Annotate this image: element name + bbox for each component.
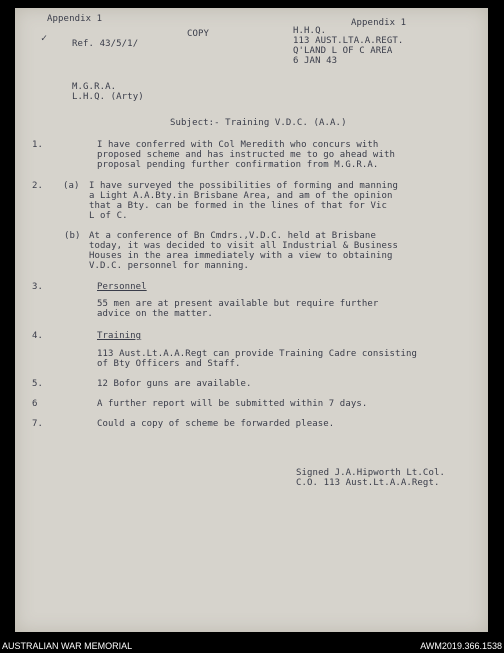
para-4-heading: Training	[97, 331, 142, 341]
appendix-right: Appendix 1	[351, 18, 407, 28]
para-6-text: A further report will be submitted within 7 days.	[97, 399, 368, 409]
para-5-number: 5.	[32, 379, 44, 389]
para-2a-line: L of C.	[89, 211, 128, 221]
subject-line: Subject:- Training V.D.C. (A.A.)	[170, 118, 347, 128]
para-3-line: 55 men are at present available but require further	[97, 299, 379, 309]
copy-stamp: COPY	[187, 29, 210, 39]
para-2-number: 2.	[32, 181, 44, 191]
appendix-left: Appendix 1	[47, 14, 103, 24]
para-7-number: 7.	[32, 419, 44, 429]
footer-accession-number: AWM2019.366.1538	[420, 641, 502, 651]
para-4-line: 113 Aust.Lt.A.A.Regt can provide Training Cadre consisting	[97, 349, 418, 359]
para-5-text: 12 Bofor guns are available.	[97, 379, 252, 389]
para-3-line: advice on the matter.	[97, 309, 213, 319]
addressee-line-1: M.G.R.A.	[72, 82, 117, 92]
para-1-number: 1.	[32, 140, 44, 150]
para-1-line: I have conferred with Col Meredith who concurs with	[97, 140, 379, 150]
para-3-heading: Personnel	[97, 282, 147, 292]
tick-mark: ✓	[41, 33, 48, 44]
para-2b-label: (b)	[64, 231, 81, 241]
para-1-line: proposal pending further confirmation from M.G.R.A.	[97, 160, 379, 170]
para-2b-line: today, it was decided to visit all Industrial & Business	[89, 241, 399, 251]
para-3-number: 3.	[32, 282, 44, 292]
document-page	[15, 8, 488, 632]
para-2b-line: V.D.C. personnel for manning.	[89, 261, 250, 271]
para-4-number: 4.	[32, 331, 44, 341]
para-2a-line: a Light A.A.Bty.in Brisbane Area, and am of the opinion	[89, 191, 393, 201]
from-line-1: H.H.Q.	[293, 26, 327, 36]
date: 6 JAN 43	[293, 56, 338, 66]
para-2b-line: At a conference of Bn Cmdrs.,V.D.C. held at Brisbane	[89, 231, 376, 241]
para-2a-label: (a)	[63, 181, 80, 191]
from-line-2: 113 AUST.LTA.A.REGT.	[293, 36, 404, 46]
para-2a-line: I have surveyed the possibilities of forming and manning	[89, 181, 399, 191]
signature-line-2: C.O. 113 Aust.Lt.A.A.Regt.	[296, 478, 440, 488]
footer-credit: AUSTRALIAN WAR MEMORIAL	[2, 641, 133, 651]
addressee-line-2: L.H.Q. (Arty)	[72, 92, 144, 102]
para-2b-line: Houses in the area immediately with a view to obtaining	[89, 251, 393, 261]
para-7-text: Could a copy of scheme be forwarded please.	[97, 419, 335, 429]
signature-line-1: Signed J.A.Hipworth Lt.Col.	[296, 468, 445, 478]
para-2a-line: that a Bty. can be formed in the lines of that for Vic	[89, 201, 387, 211]
from-line-3: Q'LAND L OF C AREA	[293, 46, 393, 56]
para-1-line: proposed scheme and has instructed me to go ahead with	[97, 150, 395, 160]
para-4-line: of Bty Officers and Staff.	[97, 359, 241, 369]
reference-number: Ref. 43/5/1/	[72, 39, 139, 49]
para-6-number: 6	[32, 399, 38, 409]
